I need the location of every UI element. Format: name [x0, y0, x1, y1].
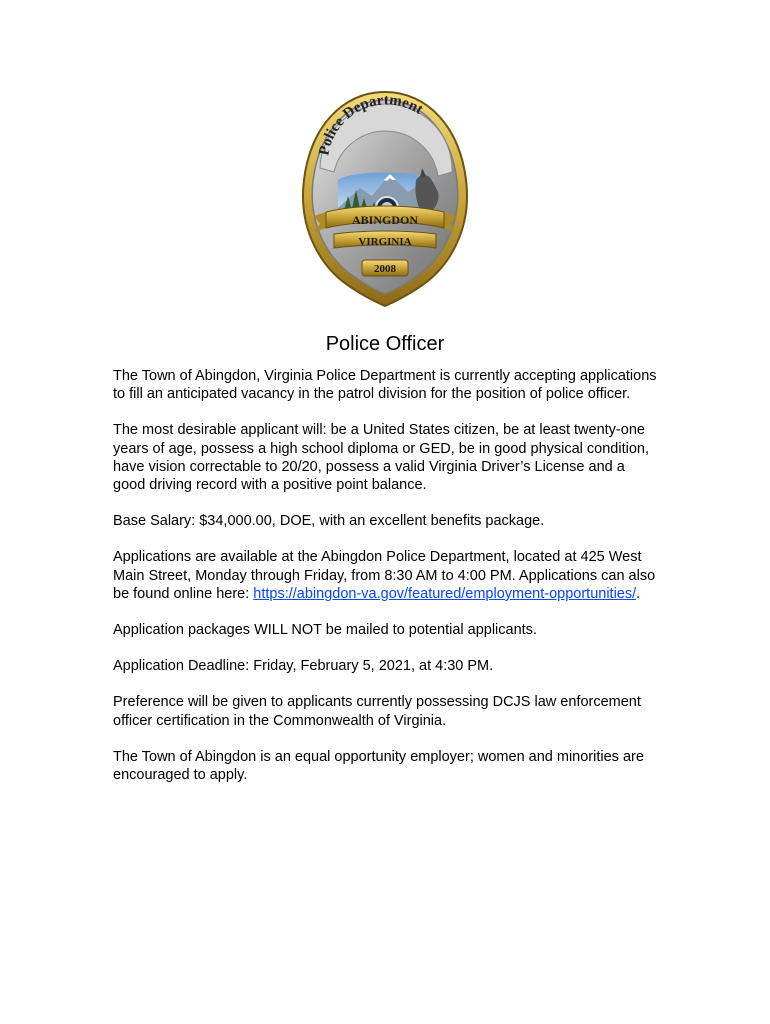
- salary-paragraph: Base Salary: $34,000.00, DOE, with an excellent benefits package.: [113, 513, 545, 530]
- badge-arc-text: Police Department: [316, 92, 426, 157]
- page-title: Police Officer: [325, 333, 445, 355]
- requirements-paragraph: The most desirable applicant will: be a United States citizen, be at least twenty-one years of age, possess a high school diploma or GED, be in good physical condition, have vision correctable to 20/20, possess a valid Virginia Driver’s License and a good driving record with a positive point balance.: [113, 422, 650, 494]
- deadline-paragraph: Application Deadline: Friday, February 5, 2021, at 4:30 PM.: [113, 658, 494, 675]
- intro-paragraph: The Town of Abingdon, Virginia Police Department is currently accepting applications to fill an anticipated vacancy in the patrol division for the position of police officer.: [113, 368, 657, 403]
- eoe-paragraph: The Town of Abingdon is an equal opportunity employer; women and minorities are encouraged to apply.: [113, 748, 644, 784]
- employment-link[interactable]: https://abingdon-va.gov/featured/employment-opportunities/: [253, 585, 637, 602]
- badge-banner-top: ABINGDON: [351, 213, 419, 227]
- badge-banner-middle: VIRGINIA: [358, 236, 412, 248]
- applications-end: .: [636, 585, 641, 602]
- police-badge-logo: [290, 88, 480, 310]
- preference-paragraph: Preference will be given to applicants currently possessing DCJS law enforcement officer certification in the Commonwealth of Virginia.: [113, 694, 641, 729]
- document-body: [113, 367, 658, 802]
- mailing-paragraph: Application packages WILL NOT be mailed to potential applicants.: [113, 622, 537, 639]
- applications-paragraph: [113, 548, 658, 603]
- applications-text: Applications are available at the Abingdon Police Department, located at 425 West Main Street, Monday through Friday, from 8:30 AM to 4:00 PM. Applications can also be found online here:: [113, 549, 656, 602]
- badge-year: 2008: [374, 263, 396, 275]
- badge-graphic: [290, 88, 480, 310]
